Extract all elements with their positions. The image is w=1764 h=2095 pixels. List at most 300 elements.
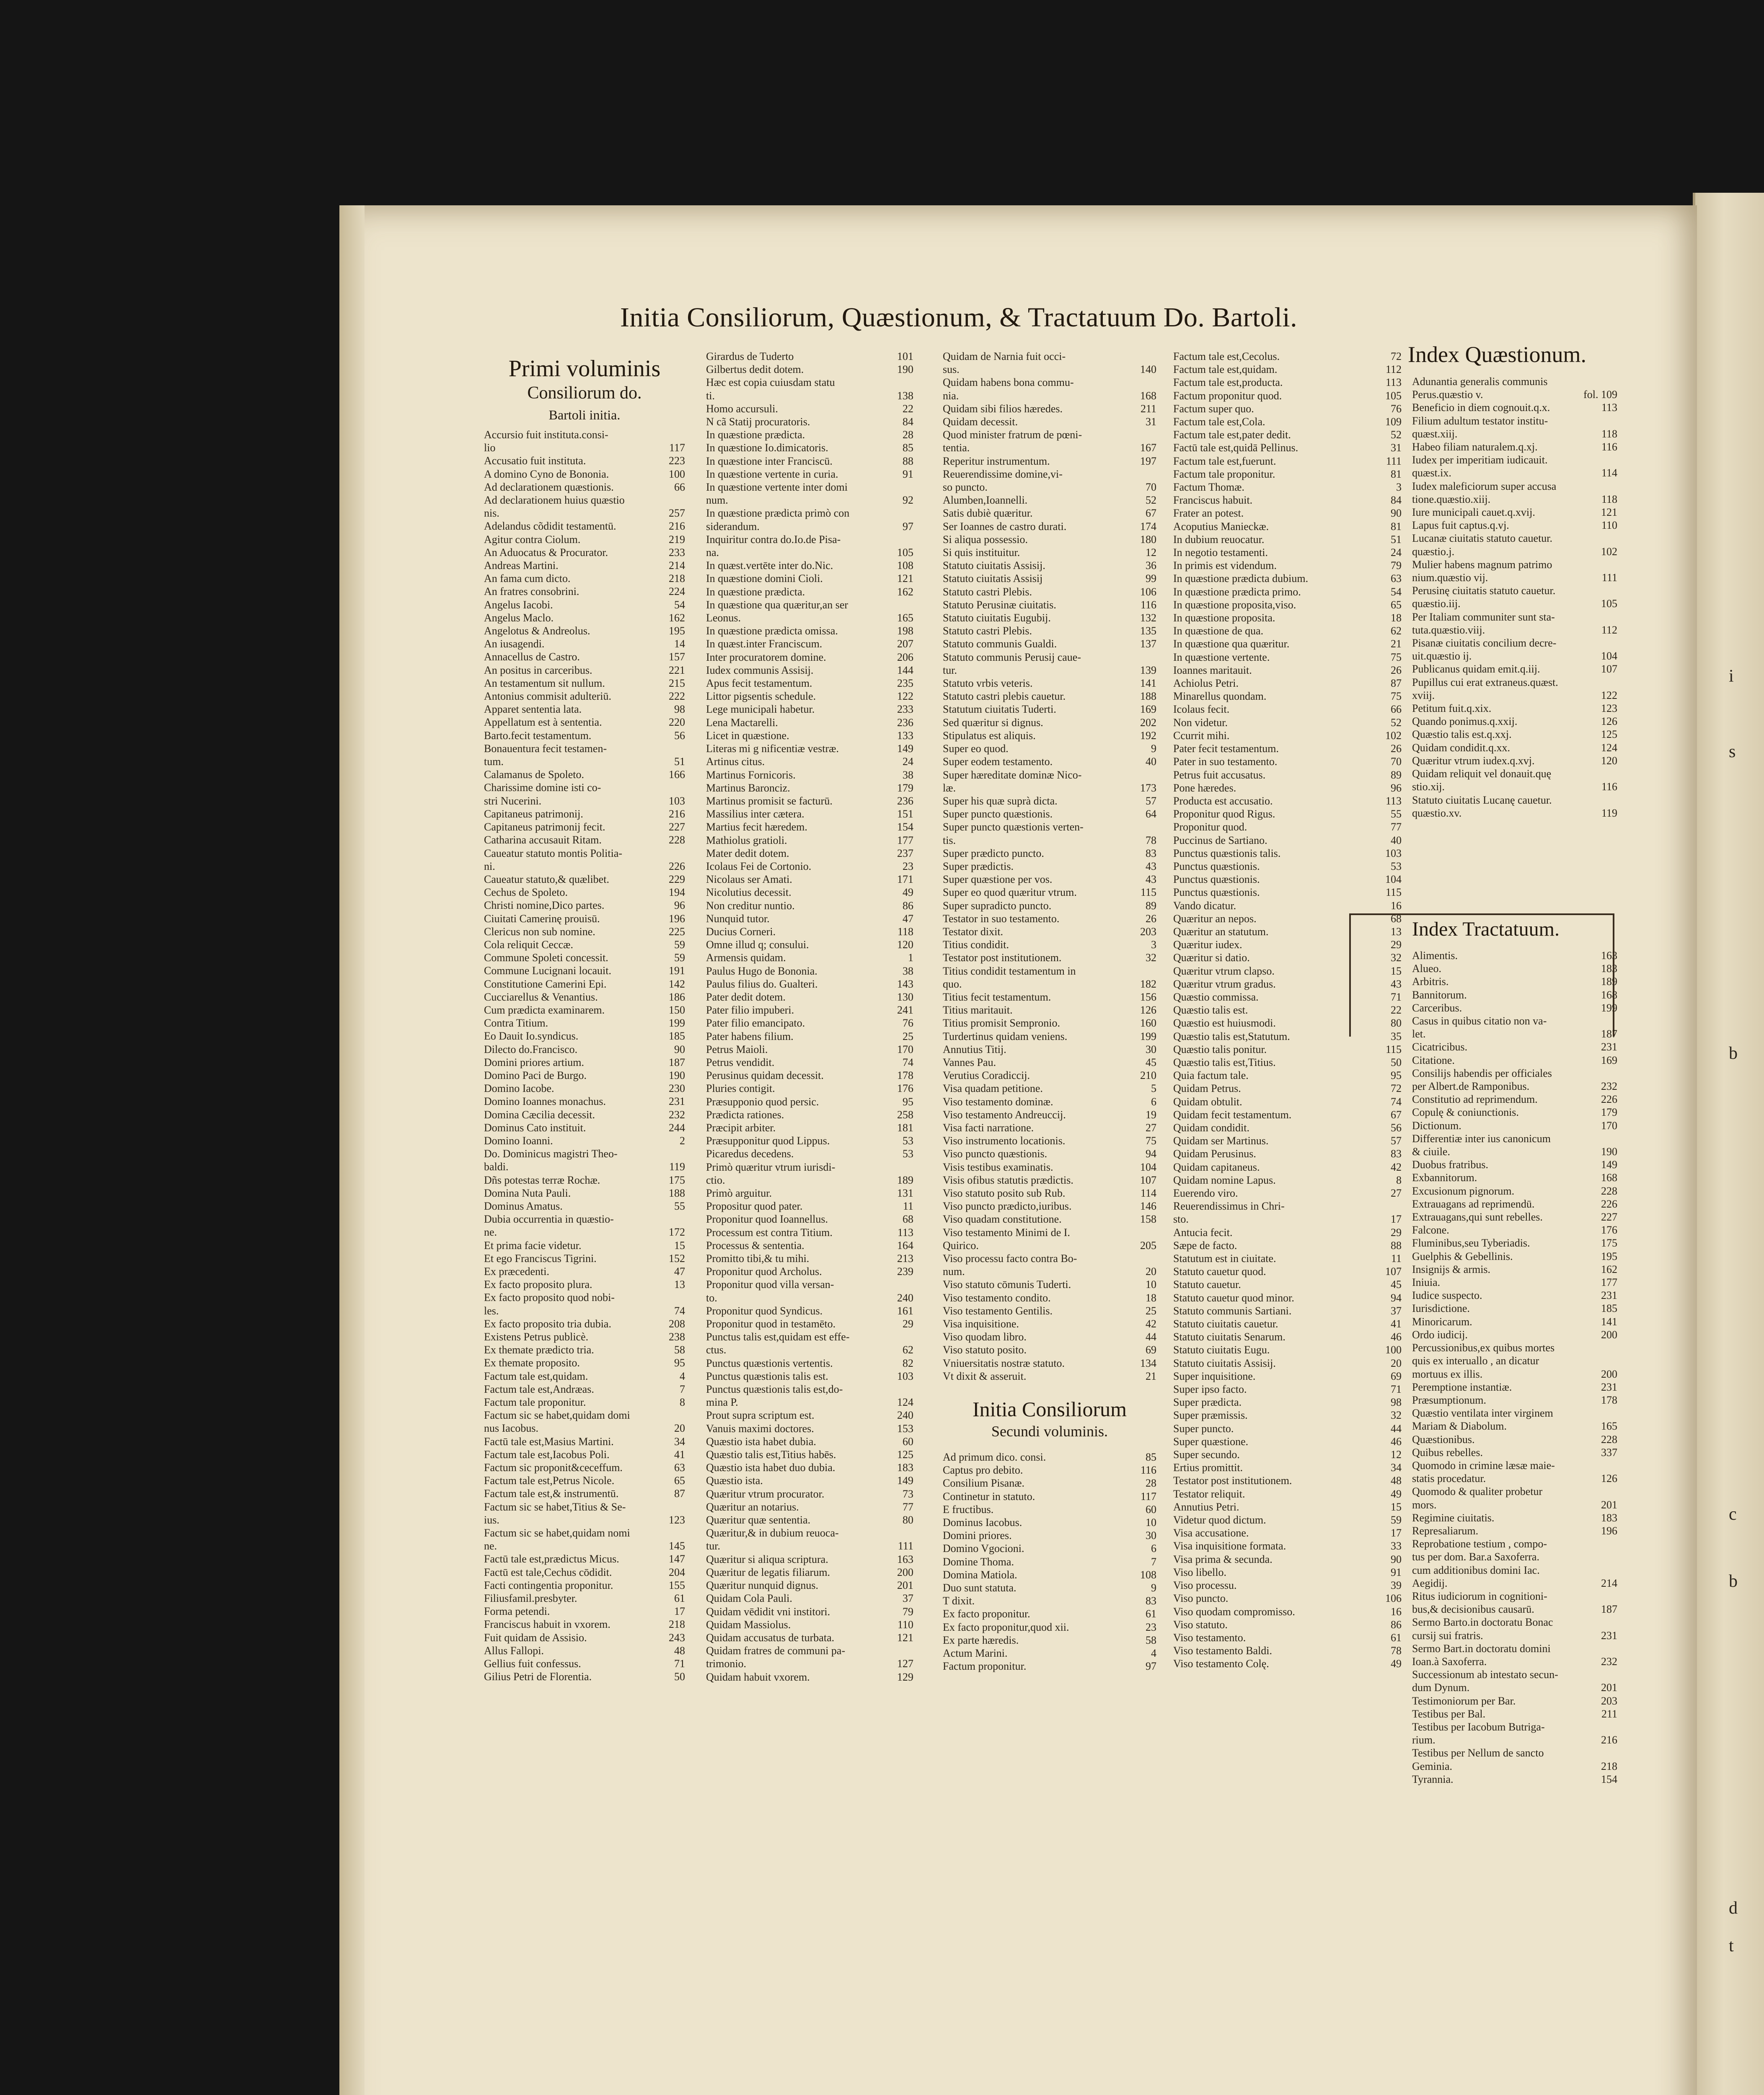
entry-number: 188 (1140, 690, 1156, 703)
index-entry (943, 1095, 1156, 1108)
index-entry (1173, 1069, 1402, 1082)
entry-text: Littor pigsentis schedule. (706, 690, 816, 703)
entry-text: Visis testibus examinatis. (943, 1161, 1053, 1173)
entry-text: In quæstione prædicta primò con (706, 507, 850, 520)
index-entry (1412, 949, 1617, 962)
index-entry (1412, 1773, 1617, 1786)
entry-number: 149 (897, 1474, 913, 1487)
index-entry (943, 389, 1156, 402)
index-entry (706, 611, 913, 624)
index-entry (1173, 441, 1402, 454)
entry-text: Factum tale est,Andræas. (484, 1383, 594, 1395)
entry-text: Successionum ab intestato secun- (1412, 1668, 1558, 1681)
index-entry (1173, 1056, 1402, 1069)
entry-text: Viso puncto prædicto,iuribus. (943, 1200, 1072, 1213)
entry-number: 232 (669, 1108, 685, 1121)
entry-text: Sed quæritur si dignus. (943, 716, 1043, 729)
entry-text: Super puncto quæstionis verten- (943, 821, 1084, 833)
index-entry (1412, 794, 1617, 807)
entry-text: Annacellus de Castro. (484, 651, 580, 663)
entry-number: 154 (897, 821, 913, 833)
entry-number: 14 (674, 638, 685, 650)
index-entry (706, 1657, 913, 1670)
entry-number: 12 (1146, 546, 1156, 559)
entry-text: Viso testamento condito. (943, 1291, 1051, 1304)
entry-number: 41 (674, 1448, 685, 1461)
entry-number: 188 (669, 1187, 685, 1199)
index-entry (484, 912, 685, 925)
index-entry (1412, 1720, 1617, 1733)
entry-number: 98 (674, 703, 685, 716)
entry-number: 103 (897, 1370, 913, 1382)
index-entry (706, 402, 913, 415)
entry-text: Ad primum dico. consi. (943, 1451, 1046, 1464)
entry-text: sto. (1173, 1213, 1189, 1226)
entry-number: 22 (903, 402, 913, 415)
index-entry (1412, 636, 1617, 649)
index-entry (1412, 1472, 1617, 1485)
entry-text: Ex præcedenti. (484, 1265, 549, 1278)
entry-number: 53 (1391, 860, 1402, 872)
entry-number: 115 (1385, 1043, 1402, 1055)
index-entry (484, 860, 685, 873)
entry-number: 140 (1140, 363, 1156, 376)
entry-text: Quidam reliquit vel donauit.quę (1412, 768, 1552, 780)
entry-number: 170 (1601, 1119, 1617, 1132)
entry-number: 102 (1601, 545, 1617, 558)
entry-text: Viso puncto quæstionis. (943, 1148, 1048, 1160)
index-entry (1412, 1080, 1617, 1093)
entry-number: 61 (1146, 1608, 1156, 1620)
index-entry (943, 624, 1156, 637)
entry-number: 108 (897, 559, 913, 572)
entry-text: In quæst.inter Franciscum. (706, 638, 823, 650)
entry-text: ni. (484, 860, 495, 872)
index-entry (943, 1016, 1156, 1029)
entry-text: dum Dynum. (1412, 1681, 1470, 1694)
index-entry (1412, 1171, 1617, 1184)
index-entry (1173, 455, 1402, 468)
entry-number: 88 (1391, 1239, 1402, 1252)
entry-text: Quidam fratres de communi pa- (706, 1645, 846, 1657)
index-entry (484, 650, 685, 663)
entry-text: Titius fecit testamentum. (943, 991, 1051, 1003)
entry-text: Proponitur quod villa versan- (706, 1278, 834, 1291)
index-quaestionum-title: Index Quæstionum. (1408, 342, 1586, 367)
entry-number: 26 (1391, 742, 1402, 755)
entry-text: Quæritur an nepos. (1173, 912, 1257, 925)
entry-number: 214 (1601, 1577, 1617, 1589)
entry-number: 66 (674, 481, 685, 493)
index-entry (484, 1043, 685, 1056)
entry-number: 226 (1601, 1093, 1617, 1106)
entry-text: Non videtur. (1173, 716, 1228, 729)
index-entry (1173, 546, 1402, 559)
index-entry (1412, 1746, 1617, 1759)
index-entry (484, 1343, 685, 1356)
index-entry (1173, 1605, 1402, 1618)
entry-text: Quæstio talis est,Titius. (1173, 1056, 1276, 1068)
entry-number: 67 (1146, 507, 1156, 520)
entry-number: 67 (1391, 1108, 1402, 1121)
index-entry (1412, 1668, 1617, 1681)
entry-text: Falcone. (1412, 1224, 1449, 1236)
index-entry (943, 1147, 1156, 1160)
section-title-line2: Consiliorum do. (527, 383, 642, 403)
entry-number: 83 (1391, 1148, 1402, 1160)
entry-text: Peremptione instantiæ. (1412, 1381, 1512, 1393)
entry-number: 43 (1146, 860, 1156, 872)
index-entry (1412, 1341, 1617, 1354)
index-entry (1173, 363, 1402, 376)
entry-number: 226 (1601, 1198, 1617, 1210)
entry-text: Franciscus habuit. (1173, 494, 1253, 507)
entry-number: 24 (903, 755, 913, 768)
entry-number: 55 (674, 1200, 685, 1212)
entry-number: 107 (1385, 1265, 1402, 1278)
entry-number: 231 (1601, 1629, 1617, 1642)
entry-text: Ex facto proposito plura. (484, 1278, 592, 1291)
entry-text: Ex facto proponitur. (943, 1608, 1030, 1620)
index-entry (484, 768, 685, 781)
entry-text: Commune Lucignani locauit. (484, 965, 611, 977)
entry-number: 4 (1151, 1647, 1156, 1660)
entry-number: 155 (669, 1579, 685, 1591)
entry-number: 58 (674, 1344, 685, 1356)
entry-number: 180 (1140, 533, 1156, 546)
entry-number: 177 (1601, 1276, 1617, 1289)
entry-text: Quæstio ista habet dubia. (706, 1435, 816, 1448)
entry-text: Artinus citus. (706, 755, 765, 768)
index-entry (1173, 781, 1402, 794)
entry-number: 123 (669, 1513, 685, 1526)
index-entry (484, 428, 685, 441)
index-entry (484, 1579, 685, 1592)
entry-number: 216 (669, 520, 685, 533)
entry-text: Quidam Massiolus. (706, 1618, 791, 1631)
entry-text: Videtur quod dictum. (1173, 1514, 1266, 1526)
index-entry (1412, 453, 1617, 466)
entry-text: Agitur contra Ciolum. (484, 533, 581, 546)
entry-number: 116 (1601, 441, 1617, 453)
index-entry (706, 546, 913, 559)
index-entry (943, 559, 1156, 572)
entry-text: Armensis quidam. (706, 952, 786, 964)
index-entry (1412, 1223, 1617, 1236)
entry-list (706, 350, 913, 1684)
entry-number: 97 (1146, 1660, 1156, 1673)
entry-number: 80 (1391, 1017, 1402, 1029)
index-tractatuum-title: Index Tractatuum. (1412, 918, 1560, 940)
entry-number: 78 (1391, 1645, 1402, 1657)
entry-text: Proponitur quod Rigus. (1173, 808, 1275, 820)
entry-number: 220 (669, 716, 685, 729)
entry-number: 69 (1146, 1344, 1156, 1356)
entry-text: Iurisdictione. (1412, 1302, 1470, 1315)
entry-text: Viso quodam compromisso. (1173, 1605, 1295, 1618)
entry-number: 22 (1391, 1004, 1402, 1016)
entry-number: 162 (669, 611, 685, 624)
entry-number: 27 (1391, 1187, 1402, 1199)
entry-text: Viso libello. (1173, 1566, 1226, 1578)
index-entry (706, 1409, 913, 1422)
entry-text: Factū est tale,Cechus cōdidit. (484, 1566, 612, 1578)
entry-text: tis. (943, 834, 956, 846)
entry-text: Extrauagans ad reprimendū. (1412, 1198, 1535, 1210)
index-entry (484, 441, 685, 454)
entry-text: Factum sic se habet,quidam nomi (484, 1527, 630, 1539)
entry-number: 87 (674, 1487, 685, 1500)
entry-text: Super eo quod quæritur vtrum. (943, 886, 1077, 899)
entry-number: 162 (1601, 1263, 1617, 1275)
index-entry (484, 899, 685, 912)
entry-text: Constitutione Camerini Epi. (484, 978, 607, 990)
index-entry (1173, 703, 1402, 716)
entry-number: 61 (1391, 1631, 1402, 1644)
index-entry (943, 481, 1156, 494)
entry-text: Factū tale est,quidā Pellinus. (1173, 442, 1298, 454)
index-entry (1412, 506, 1617, 519)
entry-text: In quæstione vertente in curia. (706, 468, 838, 480)
entry-number: 218 (669, 1618, 685, 1631)
column-primi-voluminis (484, 356, 685, 1684)
index-entry (1412, 1263, 1617, 1276)
entry-text: Capitaneus patrimonij fecit. (484, 821, 605, 833)
entry-list (1412, 949, 1617, 1786)
entry-number: 72 (1391, 1082, 1402, 1095)
index-entry (1173, 716, 1402, 729)
index-entry (1412, 1524, 1617, 1537)
entry-number: 137 (1140, 638, 1156, 650)
entry-text: Quæritur vtrum clapso. (1173, 965, 1275, 977)
entry-number: 65 (1391, 598, 1402, 611)
entry-text: Domini priores. (943, 1529, 1012, 1542)
entry-text: Statuto castri Plebis. (943, 625, 1032, 637)
right-page-fragment: b (1729, 1044, 1738, 1063)
entry-number: 218 (1601, 1760, 1617, 1772)
entry-text: Represaliarum. (1412, 1524, 1479, 1537)
entry-text: Martinus promisit se facturū. (706, 794, 833, 807)
entry-text: ne. (484, 1226, 497, 1239)
entry-number: 46 (1391, 1435, 1402, 1448)
index-entry (943, 1621, 1156, 1634)
entry-number: 103 (669, 794, 685, 807)
entry-number: 157 (669, 651, 685, 663)
entry-number: 110 (1601, 519, 1617, 532)
entry-number: 74 (903, 1056, 913, 1068)
index-entry (1412, 375, 1617, 388)
entry-text: Promitto tibi,& tu mihi. (706, 1252, 810, 1265)
entry-number: 107 (1140, 1174, 1156, 1186)
entry-number: 81 (1391, 468, 1402, 480)
entry-number: 198 (897, 625, 913, 637)
entry-text: ctus. (706, 1344, 727, 1356)
entry-number: 169 (1601, 1054, 1617, 1066)
index-entry (943, 729, 1156, 742)
entry-text: Quæritur vtrum procurator. (706, 1487, 825, 1500)
entry-number: 12 (1391, 1448, 1402, 1461)
index-entry (943, 1594, 1156, 1607)
entry-text: Factum tale est,producta. (1173, 376, 1283, 389)
entry-number: 257 (669, 507, 685, 520)
index-entry (943, 1555, 1156, 1568)
entry-text: Quæstionibus. (1412, 1433, 1475, 1446)
index-entry (1412, 584, 1617, 597)
entry-number: 239 (897, 1265, 913, 1278)
index-entry (484, 1383, 685, 1396)
entry-text: Super hæreditate dominæ Nico- (943, 768, 1082, 781)
entry-text: Prout supra scriptum est. (706, 1409, 815, 1422)
index-entry (943, 938, 1156, 951)
entry-text: N cã Statij procuratoris. (706, 416, 810, 428)
entry-text: Punctus quæstionis talis est. (706, 1370, 828, 1382)
entry-text: mors. (1412, 1498, 1437, 1511)
index-entry (706, 1383, 913, 1396)
index-entry (1412, 1132, 1617, 1145)
entry-text: Ioannes maritauit. (1173, 664, 1252, 676)
entry-number: 1 (908, 952, 913, 964)
entry-number: 133 (897, 729, 913, 742)
index-entry (706, 860, 913, 873)
entry-number: 199 (669, 1017, 685, 1029)
entry-number: 125 (1601, 728, 1617, 741)
entry-text: Factum tale est,Petrus Nicole. (484, 1474, 615, 1487)
entry-text: Ex themate prædicto tria. (484, 1344, 594, 1356)
entry-number: 153 (897, 1422, 913, 1435)
entry-text: Caueatur statuto montis Politia- (484, 847, 623, 859)
entry-text: Petrus Maioli. (706, 1043, 768, 1055)
entry-number: 243 (669, 1631, 685, 1644)
entry-text: A domino Cyno de Bononia. (484, 468, 609, 480)
index-entry (706, 1134, 913, 1147)
index-entry (706, 1291, 913, 1304)
entry-number: 189 (897, 1174, 913, 1186)
index-entry (484, 572, 685, 585)
index-entry (706, 1095, 913, 1108)
entry-number: 41 (1391, 1318, 1402, 1330)
index-entry (943, 1069, 1156, 1082)
entry-text: Continetur in statuto. (943, 1490, 1035, 1503)
entry-text: An positus in carceribus. (484, 664, 592, 676)
index-entry (1173, 1422, 1402, 1435)
entry-text: Cicatricibus. (1412, 1041, 1468, 1053)
entry-text: Proponitur quod Ioannellus. (706, 1213, 828, 1226)
index-entry (943, 1161, 1156, 1174)
entry-text: Testibus per Iacobum Butriga- (1412, 1720, 1545, 1733)
entry-number: 116 (1601, 781, 1617, 793)
entry-text: quæstio.j. (1412, 545, 1455, 558)
entry-number: 225 (669, 925, 685, 938)
index-entry (1173, 1108, 1402, 1121)
entry-number: 2 (680, 1134, 685, 1147)
index-entry (706, 428, 913, 441)
index-entry (706, 1278, 913, 1291)
entry-number: 105 (897, 546, 913, 559)
entry-text: Propositur quod pater. (706, 1200, 803, 1213)
entry-text: Homo accursuli. (706, 402, 778, 415)
entry-number: 134 (1140, 1357, 1156, 1369)
index-entry (1412, 532, 1617, 545)
index-entry (1412, 689, 1617, 702)
entry-number: 74 (674, 1304, 685, 1317)
index-entry (1412, 767, 1617, 780)
entry-text: Bannitorum. (1412, 988, 1467, 1001)
index-entry (1173, 1330, 1402, 1343)
entry-number: 112 (1601, 623, 1617, 636)
index-entry (484, 664, 685, 677)
index-entry (1173, 1657, 1402, 1670)
index-entry (1173, 886, 1402, 899)
entry-text: Statuto ciuitatis Assisij. (943, 559, 1045, 572)
entry-text: Inquiritur contra do.Io.de Pisa- (706, 533, 841, 546)
index-entry (706, 1252, 913, 1265)
entry-text: Pone hæredes. (1173, 781, 1236, 794)
index-entry (706, 1082, 913, 1095)
entry-number: 38 (903, 965, 913, 977)
entry-text: Martinus Fornicoris. (706, 768, 796, 781)
index-entry (943, 1004, 1156, 1016)
entry-text: Quidam sibi filios hæredes. (943, 402, 1063, 415)
entry-number: 190 (669, 1069, 685, 1081)
entry-number: 111 (1601, 572, 1617, 584)
entry-text: Christi nomine,Dico partes. (484, 899, 605, 912)
entry-text: Perusinę ciuitatis statuto cauetur. (1412, 585, 1556, 597)
entry-number: 156 (1140, 991, 1156, 1003)
entry-number: 88 (903, 455, 913, 467)
index-entry (1173, 637, 1402, 650)
entry-text: Quæritur de legatis filiarum. (706, 1566, 830, 1578)
entry-number: 57 (1391, 1135, 1402, 1147)
entry-text: Quomodo & qualiter probetur (1412, 1485, 1543, 1498)
entry-number: 233 (669, 546, 685, 559)
entry-text: In quæstione de qua. (1173, 625, 1264, 637)
entry-text: Cum prædicta examinarem. (484, 1004, 605, 1016)
entry-text: Capitaneus patrimonij. (484, 807, 583, 820)
entry-number: 123 (1601, 702, 1617, 715)
entry-text: Extrauagans,qui sunt rebelles. (1412, 1211, 1543, 1223)
entry-number: 224 (669, 585, 685, 598)
entry-text: Factum tale est,Cecolus. (1173, 350, 1280, 362)
index-entry (1412, 1276, 1617, 1289)
index-entry (1173, 1526, 1402, 1539)
entry-number: 95 (903, 1095, 913, 1108)
index-entry (1173, 1147, 1402, 1160)
entry-number: 228 (1601, 1433, 1617, 1446)
index-entry (484, 546, 685, 559)
entry-text: Titius condidit testamentum in (943, 965, 1076, 977)
index-entry (706, 1526, 913, 1539)
entry-number: 107 (1601, 663, 1617, 675)
entry-text: Punctus quæstionis talis est,do- (706, 1383, 843, 1396)
index-entry (484, 978, 685, 991)
entry-text: Quæritur an statutum. (1173, 925, 1269, 938)
index-entry (1173, 1513, 1402, 1526)
entry-number: 53 (903, 1148, 913, 1160)
index-entry (1412, 1210, 1617, 1223)
entry-number: 6 (1151, 1542, 1156, 1555)
column-index-quaestionum (1412, 375, 1617, 820)
entry-text: Ex themate proposito. (484, 1357, 580, 1369)
index-entry (484, 729, 685, 742)
index-entry (943, 507, 1156, 520)
entry-text: Quidam condidit.q.xx. (1412, 741, 1510, 754)
entry-number: 232 (1601, 1655, 1617, 1668)
index-entry (484, 1370, 685, 1383)
index-entry (943, 794, 1156, 807)
entry-text: In quæstione proposita,viso. (1173, 598, 1296, 611)
entry-number: 203 (1601, 1694, 1617, 1707)
index-entry (706, 1147, 913, 1160)
